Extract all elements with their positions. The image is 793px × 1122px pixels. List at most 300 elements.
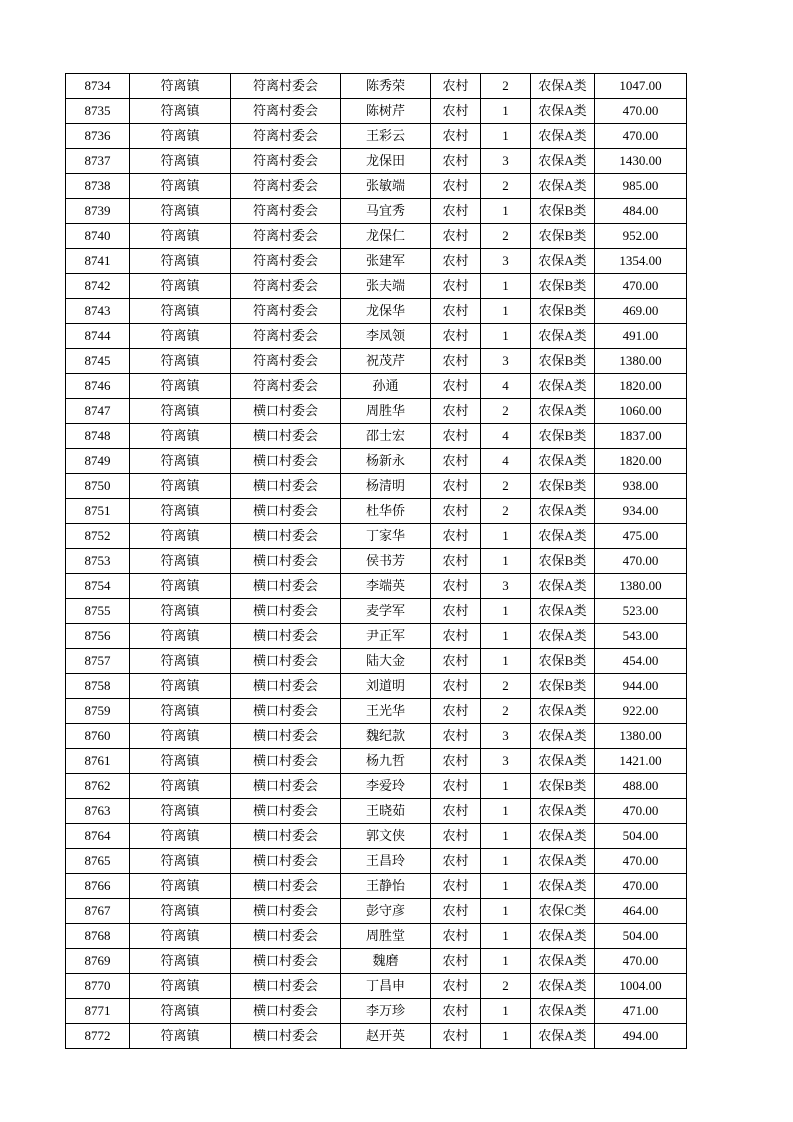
cell-name: 王晓茹: [341, 799, 431, 824]
cell-count: 4: [481, 449, 531, 474]
cell-amount: 1380.00: [595, 724, 687, 749]
cell-name: 龙保田: [341, 149, 431, 174]
cell-category: 农保A类: [531, 249, 595, 274]
cell-amount: 1421.00: [595, 749, 687, 774]
cell-amount: 470.00: [595, 549, 687, 574]
cell-id: 8757: [66, 649, 130, 674]
cell-name: 杨九哲: [341, 749, 431, 774]
cell-village: 符离村委会: [231, 174, 341, 199]
cell-amount: 469.00: [595, 299, 687, 324]
cell-name: 王彩云: [341, 124, 431, 149]
cell-village: 符离村委会: [231, 249, 341, 274]
cell-category: 农保B类: [531, 649, 595, 674]
cell-count: 4: [481, 424, 531, 449]
cell-count: 1: [481, 799, 531, 824]
cell-town: 符离镇: [130, 649, 231, 674]
cell-village: 横口村委会: [231, 874, 341, 899]
cell-town: 符离镇: [130, 924, 231, 949]
table-row: [66, 799, 687, 824]
cell-category: 农保A类: [531, 524, 595, 549]
table-row: [66, 274, 687, 299]
cell-town: 符离镇: [130, 874, 231, 899]
cell-name: 尹正军: [341, 624, 431, 649]
cell-town: 符离镇: [130, 99, 231, 124]
cell-category: 农保A类: [531, 599, 595, 624]
cell-id: 8755: [66, 599, 130, 624]
table-row: [66, 449, 687, 474]
cell-name: 陈秀荣: [341, 74, 431, 99]
cell-count: 1: [481, 324, 531, 349]
cell-name: 赵开英: [341, 1024, 431, 1049]
cell-category: 农保A类: [531, 574, 595, 599]
table-row: [66, 174, 687, 199]
table-row: [66, 724, 687, 749]
cell-type: 农村: [431, 349, 481, 374]
cell-id: 8764: [66, 824, 130, 849]
cell-village: 横口村委会: [231, 699, 341, 724]
cell-name: 周胜堂: [341, 924, 431, 949]
cell-amount: 488.00: [595, 774, 687, 799]
cell-type: 农村: [431, 599, 481, 624]
cell-amount: 543.00: [595, 624, 687, 649]
cell-name: 周胜华: [341, 399, 431, 424]
cell-village: 横口村委会: [231, 674, 341, 699]
cell-id: 8734: [66, 74, 130, 99]
table-row: [66, 249, 687, 274]
cell-town: 符离镇: [130, 574, 231, 599]
cell-id: 8762: [66, 774, 130, 799]
cell-name: 孙通: [341, 374, 431, 399]
cell-category: 农保B类: [531, 299, 595, 324]
cell-amount: 470.00: [595, 124, 687, 149]
cell-category: 农保A类: [531, 699, 595, 724]
cell-type: 农村: [431, 624, 481, 649]
cell-category: 农保A类: [531, 174, 595, 199]
cell-category: 农保B类: [531, 549, 595, 574]
cell-town: 符离镇: [130, 449, 231, 474]
cell-name: 王昌玲: [341, 849, 431, 874]
cell-amount: 1837.00: [595, 424, 687, 449]
table-row: [66, 224, 687, 249]
cell-count: 2: [481, 974, 531, 999]
cell-amount: 470.00: [595, 849, 687, 874]
cell-village: 横口村委会: [231, 499, 341, 524]
cell-name: 彭守彦: [341, 899, 431, 924]
cell-village: 横口村委会: [231, 424, 341, 449]
table-row: [66, 1024, 687, 1049]
cell-count: 3: [481, 249, 531, 274]
cell-town: 符离镇: [130, 349, 231, 374]
cell-amount: 494.00: [595, 1024, 687, 1049]
cell-count: 1: [481, 999, 531, 1024]
cell-type: 农村: [431, 749, 481, 774]
cell-count: 1: [481, 649, 531, 674]
cell-type: 农村: [431, 324, 481, 349]
cell-category: 农保B类: [531, 224, 595, 249]
cell-town: 符离镇: [130, 249, 231, 274]
cell-name: 麦学军: [341, 599, 431, 624]
cell-amount: 491.00: [595, 324, 687, 349]
cell-town: 符离镇: [130, 74, 231, 99]
cell-amount: 523.00: [595, 599, 687, 624]
cell-category: 农保A类: [531, 849, 595, 874]
cell-amount: 454.00: [595, 649, 687, 674]
table-row: [66, 424, 687, 449]
table-row: [66, 549, 687, 574]
cell-category: 农保A类: [531, 74, 595, 99]
cell-count: 1: [481, 99, 531, 124]
cell-count: 3: [481, 749, 531, 774]
cell-category: 农保B类: [531, 199, 595, 224]
cell-village: 横口村委会: [231, 949, 341, 974]
cell-village: 符离村委会: [231, 199, 341, 224]
cell-name: 杨清明: [341, 474, 431, 499]
cell-type: 农村: [431, 899, 481, 924]
cell-id: 8768: [66, 924, 130, 949]
cell-count: 4: [481, 374, 531, 399]
cell-id: 8746: [66, 374, 130, 399]
cell-count: 1: [481, 549, 531, 574]
cell-village: 符离村委会: [231, 124, 341, 149]
cell-type: 农村: [431, 424, 481, 449]
cell-id: 8770: [66, 974, 130, 999]
cell-count: 2: [481, 699, 531, 724]
cell-name: 马宜秀: [341, 199, 431, 224]
cell-town: 符离镇: [130, 274, 231, 299]
cell-town: 符离镇: [130, 324, 231, 349]
table-row: [66, 499, 687, 524]
cell-amount: 470.00: [595, 874, 687, 899]
table-row: [66, 349, 687, 374]
cell-id: 8771: [66, 999, 130, 1024]
cell-amount: 475.00: [595, 524, 687, 549]
cell-village: 符离村委会: [231, 99, 341, 124]
cell-town: 符离镇: [130, 974, 231, 999]
cell-town: 符离镇: [130, 399, 231, 424]
cell-id: 8766: [66, 874, 130, 899]
cell-id: 8742: [66, 274, 130, 299]
table-row: [66, 124, 687, 149]
cell-category: 农保A类: [531, 949, 595, 974]
cell-village: 符离村委会: [231, 349, 341, 374]
cell-id: 8765: [66, 849, 130, 874]
cell-village: 横口村委会: [231, 649, 341, 674]
cell-type: 农村: [431, 224, 481, 249]
table-row: [66, 74, 687, 99]
cell-type: 农村: [431, 249, 481, 274]
cell-count: 1: [481, 924, 531, 949]
cell-id: 8760: [66, 724, 130, 749]
cell-category: 农保A类: [531, 324, 595, 349]
table-row: [66, 524, 687, 549]
table-row: [66, 874, 687, 899]
cell-category: 农保A类: [531, 99, 595, 124]
cell-village: 横口村委会: [231, 574, 341, 599]
cell-category: 农保A类: [531, 1024, 595, 1049]
cell-village: 横口村委会: [231, 524, 341, 549]
cell-village: 符离村委会: [231, 224, 341, 249]
cell-name: 李万珍: [341, 999, 431, 1024]
cell-village: 横口村委会: [231, 849, 341, 874]
cell-town: 符离镇: [130, 699, 231, 724]
cell-name: 杨新永: [341, 449, 431, 474]
cell-type: 农村: [431, 149, 481, 174]
cell-name: 陆大金: [341, 649, 431, 674]
cell-count: 1: [481, 774, 531, 799]
cell-name: 李凤领: [341, 324, 431, 349]
cell-category: 农保A类: [531, 824, 595, 849]
table-row: [66, 974, 687, 999]
cell-amount: 1354.00: [595, 249, 687, 274]
table-row: [66, 624, 687, 649]
cell-category: 农保B类: [531, 774, 595, 799]
cell-type: 农村: [431, 849, 481, 874]
cell-type: 农村: [431, 874, 481, 899]
cell-count: 2: [481, 399, 531, 424]
cell-count: 2: [481, 674, 531, 699]
cell-id: 8736: [66, 124, 130, 149]
cell-village: 横口村委会: [231, 899, 341, 924]
cell-amount: 470.00: [595, 949, 687, 974]
cell-village: 横口村委会: [231, 724, 341, 749]
cell-id: 8737: [66, 149, 130, 174]
cell-name: 杜华侨: [341, 499, 431, 524]
cell-id: 8751: [66, 499, 130, 524]
cell-name: 郭文侠: [341, 824, 431, 849]
cell-name: 刘道明: [341, 674, 431, 699]
table-row: [66, 949, 687, 974]
cell-count: 1: [481, 874, 531, 899]
cell-type: 农村: [431, 524, 481, 549]
cell-type: 农村: [431, 374, 481, 399]
cell-category: 农保A类: [531, 974, 595, 999]
cell-village: 横口村委会: [231, 924, 341, 949]
cell-town: 符离镇: [130, 949, 231, 974]
table-row: [66, 599, 687, 624]
cell-category: 农保A类: [531, 374, 595, 399]
cell-type: 农村: [431, 1024, 481, 1049]
cell-id: 8743: [66, 299, 130, 324]
cell-type: 农村: [431, 474, 481, 499]
cell-id: 8758: [66, 674, 130, 699]
cell-id: 8744: [66, 324, 130, 349]
cell-name: 李端英: [341, 574, 431, 599]
cell-amount: 952.00: [595, 224, 687, 249]
table-row: [66, 824, 687, 849]
cell-count: 2: [481, 174, 531, 199]
cell-type: 农村: [431, 199, 481, 224]
table-row: [66, 999, 687, 1024]
cell-amount: 1820.00: [595, 449, 687, 474]
table-row: [66, 399, 687, 424]
cell-id: 8754: [66, 574, 130, 599]
cell-town: 符离镇: [130, 824, 231, 849]
cell-amount: 1820.00: [595, 374, 687, 399]
cell-amount: 504.00: [595, 924, 687, 949]
cell-town: 符离镇: [130, 599, 231, 624]
cell-type: 农村: [431, 999, 481, 1024]
cell-category: 农保B类: [531, 674, 595, 699]
cell-amount: 504.00: [595, 824, 687, 849]
cell-village: 横口村委会: [231, 474, 341, 499]
cell-town: 符离镇: [130, 724, 231, 749]
cell-town: 符离镇: [130, 149, 231, 174]
cell-amount: 985.00: [595, 174, 687, 199]
cell-town: 符离镇: [130, 799, 231, 824]
cell-type: 农村: [431, 549, 481, 574]
cell-id: 8759: [66, 699, 130, 724]
table-row: [66, 899, 687, 924]
cell-count: 1: [481, 274, 531, 299]
cell-type: 农村: [431, 449, 481, 474]
table-row: [66, 199, 687, 224]
cell-village: 符离村委会: [231, 149, 341, 174]
cell-village: 横口村委会: [231, 1024, 341, 1049]
cell-name: 魏纪款: [341, 724, 431, 749]
cell-village: 符离村委会: [231, 374, 341, 399]
cell-village: 横口村委会: [231, 624, 341, 649]
cell-id: 8767: [66, 899, 130, 924]
cell-amount: 470.00: [595, 99, 687, 124]
cell-town: 符离镇: [130, 524, 231, 549]
cell-town: 符离镇: [130, 899, 231, 924]
cell-village: 横口村委会: [231, 749, 341, 774]
cell-amount: 934.00: [595, 499, 687, 524]
cell-village: 符离村委会: [231, 74, 341, 99]
cell-id: 8739: [66, 199, 130, 224]
cell-category: 农保A类: [531, 499, 595, 524]
cell-count: 2: [481, 224, 531, 249]
cell-amount: 922.00: [595, 699, 687, 724]
cell-village: 横口村委会: [231, 774, 341, 799]
cell-amount: 1380.00: [595, 349, 687, 374]
cell-category: 农保A类: [531, 749, 595, 774]
cell-name: 魏磨: [341, 949, 431, 974]
cell-category: 农保A类: [531, 624, 595, 649]
cell-name: 王静怡: [341, 874, 431, 899]
cell-name: 龙保仁: [341, 224, 431, 249]
cell-id: 8735: [66, 99, 130, 124]
cell-id: 8750: [66, 474, 130, 499]
cell-town: 符离镇: [130, 424, 231, 449]
cell-amount: 1380.00: [595, 574, 687, 599]
cell-id: 8747: [66, 399, 130, 424]
cell-village: 横口村委会: [231, 999, 341, 1024]
cell-type: 农村: [431, 974, 481, 999]
cell-category: 农保B类: [531, 424, 595, 449]
cell-category: 农保B类: [531, 474, 595, 499]
cell-count: 2: [481, 499, 531, 524]
cell-count: 2: [481, 474, 531, 499]
cell-name: 丁昌申: [341, 974, 431, 999]
cell-type: 农村: [431, 174, 481, 199]
cell-town: 符离镇: [130, 199, 231, 224]
cell-town: 符离镇: [130, 749, 231, 774]
cell-amount: 484.00: [595, 199, 687, 224]
table-row: [66, 924, 687, 949]
cell-count: 3: [481, 149, 531, 174]
cell-id: 8752: [66, 524, 130, 549]
cell-type: 农村: [431, 124, 481, 149]
cell-category: 农保B类: [531, 349, 595, 374]
cell-id: 8740: [66, 224, 130, 249]
cell-village: 符离村委会: [231, 274, 341, 299]
table-row: [66, 674, 687, 699]
table-row: [66, 374, 687, 399]
cell-amount: 471.00: [595, 999, 687, 1024]
cell-category: 农保A类: [531, 874, 595, 899]
cell-category: 农保A类: [531, 799, 595, 824]
cell-village: 横口村委会: [231, 824, 341, 849]
cell-town: 符离镇: [130, 774, 231, 799]
cell-count: 1: [481, 824, 531, 849]
cell-town: 符离镇: [130, 999, 231, 1024]
cell-town: 符离镇: [130, 224, 231, 249]
cell-id: 8738: [66, 174, 130, 199]
cell-village: 横口村委会: [231, 549, 341, 574]
cell-name: 王光华: [341, 699, 431, 724]
cell-id: 8761: [66, 749, 130, 774]
cell-count: 2: [481, 74, 531, 99]
cell-name: 侯书芳: [341, 549, 431, 574]
cell-town: 符离镇: [130, 549, 231, 574]
cell-category: 农保B类: [531, 274, 595, 299]
cell-count: 1: [481, 299, 531, 324]
cell-id: 8763: [66, 799, 130, 824]
cell-amount: 944.00: [595, 674, 687, 699]
cell-name: 祝茂芹: [341, 349, 431, 374]
cell-count: 1: [481, 1024, 531, 1049]
cell-category: 农保A类: [531, 124, 595, 149]
cell-count: 1: [481, 124, 531, 149]
cell-type: 农村: [431, 274, 481, 299]
table-row: [66, 574, 687, 599]
cell-village: 符离村委会: [231, 324, 341, 349]
cell-count: 1: [481, 899, 531, 924]
table-row: [66, 774, 687, 799]
cell-count: 1: [481, 949, 531, 974]
cell-count: 3: [481, 349, 531, 374]
cell-count: 1: [481, 599, 531, 624]
table-body: [66, 74, 687, 1049]
cell-village: 横口村委会: [231, 449, 341, 474]
table-row: [66, 699, 687, 724]
cell-type: 农村: [431, 99, 481, 124]
cell-id: 8769: [66, 949, 130, 974]
cell-type: 农村: [431, 699, 481, 724]
cell-town: 符离镇: [130, 474, 231, 499]
cell-name: 丁家华: [341, 524, 431, 549]
cell-village: 横口村委会: [231, 399, 341, 424]
cell-name: 邵士宏: [341, 424, 431, 449]
table-row: [66, 299, 687, 324]
cell-count: 1: [481, 849, 531, 874]
cell-town: 符离镇: [130, 849, 231, 874]
cell-id: 8753: [66, 549, 130, 574]
cell-amount: 464.00: [595, 899, 687, 924]
cell-category: 农保A类: [531, 399, 595, 424]
cell-amount: 470.00: [595, 274, 687, 299]
cell-type: 农村: [431, 774, 481, 799]
cell-amount: 1004.00: [595, 974, 687, 999]
cell-category: 农保A类: [531, 724, 595, 749]
cell-name: 陈树芹: [341, 99, 431, 124]
cell-count: 1: [481, 199, 531, 224]
cell-count: 3: [481, 574, 531, 599]
cell-type: 农村: [431, 674, 481, 699]
cell-count: 3: [481, 724, 531, 749]
cell-name: 张夫端: [341, 274, 431, 299]
